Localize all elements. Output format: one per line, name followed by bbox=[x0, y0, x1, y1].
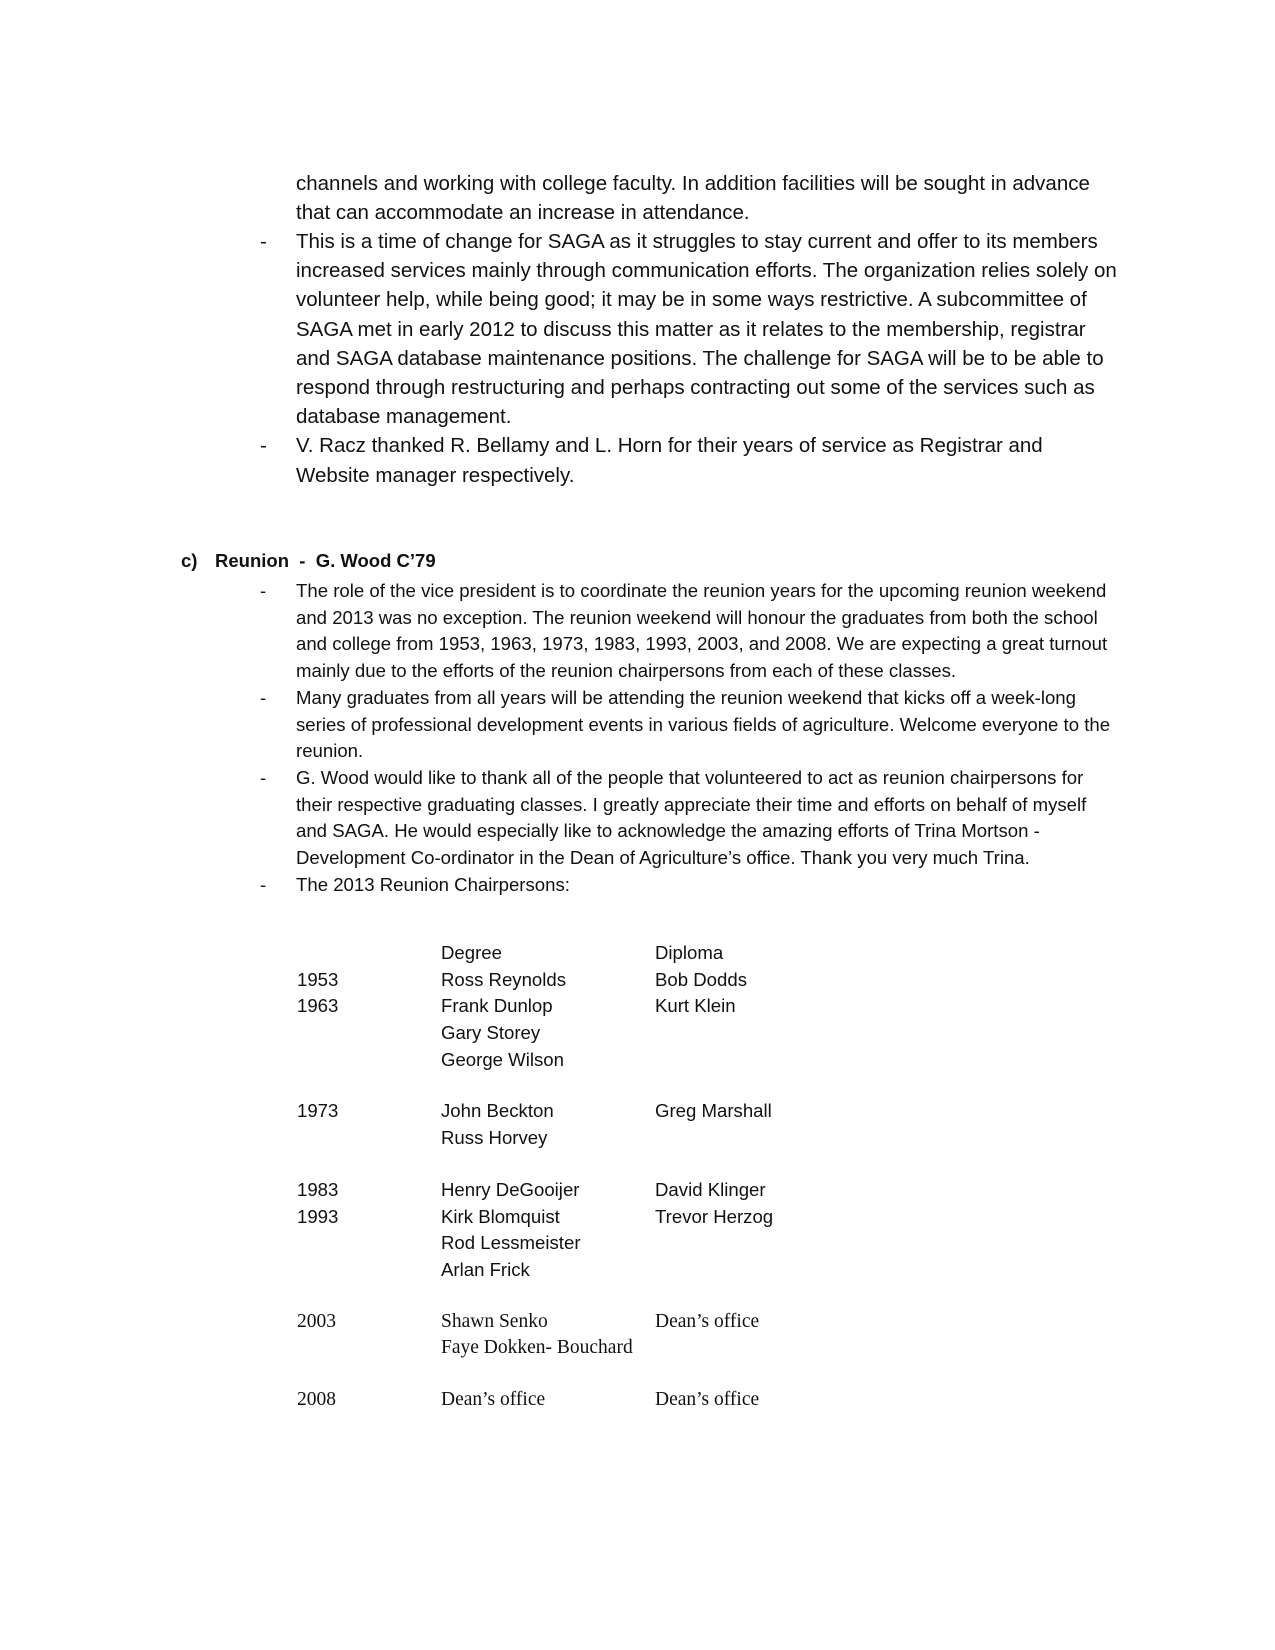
row-gap bbox=[297, 1073, 817, 1098]
degree-cell: Gary Storey bbox=[441, 1022, 541, 1044]
bullet-dash: - bbox=[260, 873, 267, 895]
list-item bbox=[260, 765, 1120, 872]
bullet-text: V. Racz thanked R. Bellamy and L. Horn for their years of service as Registrar and Website manager respectively. bbox=[296, 434, 1043, 487]
bullet-dash: - bbox=[260, 434, 267, 458]
year-cell: 1983 bbox=[297, 1178, 339, 1200]
degree-cell: Frank Dunlop bbox=[441, 995, 553, 1017]
year-cell: 2003 bbox=[297, 1310, 336, 1332]
table-header-row bbox=[297, 940, 817, 967]
table-row bbox=[297, 1257, 817, 1284]
bullet-dash: - bbox=[260, 580, 267, 601]
list-item bbox=[260, 431, 1120, 489]
list-item bbox=[260, 227, 1120, 431]
diploma-cell: Kurt Klein bbox=[655, 995, 736, 1017]
table-row bbox=[297, 1204, 817, 1231]
table-row bbox=[297, 1230, 817, 1257]
degree-cell: Henry DeGooijer bbox=[441, 1178, 580, 1200]
diploma-header: Diploma bbox=[655, 942, 724, 963]
degree-cell: George Wilson bbox=[441, 1048, 564, 1070]
reunion-section-body bbox=[260, 578, 1120, 898]
degree-cell: Dean’s office bbox=[441, 1388, 546, 1410]
table-row bbox=[297, 1177, 817, 1204]
list-item bbox=[260, 685, 1120, 765]
diploma-cell: Dean’s office bbox=[655, 1310, 760, 1332]
bullet-text: The 2013 Reunion Chairpersons: bbox=[296, 873, 570, 895]
year-cell: 1953 bbox=[297, 968, 339, 990]
diploma-cell: Trevor Herzog bbox=[655, 1205, 774, 1227]
diploma-cell: Dean’s office bbox=[655, 1388, 760, 1410]
row-gap bbox=[297, 1152, 817, 1177]
degree-header: Degree bbox=[441, 942, 502, 963]
diploma-cell: Greg Marshall bbox=[655, 1100, 772, 1122]
year-cell: 1973 bbox=[297, 1100, 339, 1122]
year-cell: 1993 bbox=[297, 1205, 339, 1227]
bullet-text: Many graduates from all years will be attending the reunion weekend that kicks off a week-long series of professional development events in various fields of agriculture. Welcome everyone to the reunion. bbox=[296, 686, 1111, 762]
degree-cell: Ross Reynolds bbox=[441, 968, 567, 990]
year-cell: 1963 bbox=[297, 995, 339, 1017]
degree-cell: Russ Horvey bbox=[441, 1127, 548, 1149]
bullet-dash: - bbox=[260, 229, 267, 253]
bullet-text: The role of the vice president is to coordinate the reunion years for the upcoming reunion weekend and 2013 was no exception. The reunion weekend will honour the graduates from both the school and college from 1953, 1963, 1973, 1983, 1993, 2003, and 2008. We are expecting a great turnout mainly due to the efforts of the reunion chairpersons from each of these classes. bbox=[296, 580, 1108, 682]
degree-cell: Kirk Blomquist bbox=[441, 1205, 560, 1227]
bullet-dash: - bbox=[260, 766, 267, 788]
table-row bbox=[297, 1387, 817, 1414]
row-gap bbox=[297, 1284, 817, 1309]
degree-cell: Faye Dokken- Bouchard bbox=[441, 1337, 633, 1359]
table-row bbox=[297, 993, 817, 1020]
bullet-text: This is a time of change for SAGA as it struggles to stay current and offer to its members increased services mainly through communication efforts. The organization relies solely on volunteer help, while being good; it may be in some ways restrictive. A subcommittee of SAGA met in early 2012 to discuss this matter as it relates to the membership, registrar and SAGA database maintenance positions. The challenge for SAGA will be to be able to respond through restructuring and perhaps contracting out some of the services such as database management. bbox=[296, 229, 1117, 429]
section-label: c) bbox=[181, 550, 198, 571]
table-row bbox=[297, 1125, 817, 1152]
table-row bbox=[297, 967, 817, 994]
degree-cell: Rod Lessmeister bbox=[441, 1232, 581, 1254]
diploma-cell: David Klinger bbox=[655, 1178, 766, 1200]
chairpersons-table bbox=[297, 940, 817, 1414]
bullet-text: G. Wood would like to thank all of the people that volunteered to act as reunion chairpersons for their respective graduating classes. I greatly appreciate their time and efforts on behalf of myself and SAGA. He would especially like to acknowledge the amazing efforts of Trina Mortson - Development Co-ordinator in the Dean of Agriculture’s office. Thank you very much Trina. bbox=[296, 766, 1087, 869]
degree-cell: John Beckton bbox=[441, 1100, 554, 1122]
diploma-cell: Bob Dodds bbox=[655, 968, 747, 990]
row-gap bbox=[297, 1362, 817, 1387]
table-row bbox=[297, 1335, 817, 1362]
list-item bbox=[260, 578, 1120, 685]
table-row bbox=[297, 1098, 817, 1125]
degree-cell: Shawn Senko bbox=[441, 1310, 548, 1332]
bullet-dash: - bbox=[260, 686, 267, 708]
continued-section bbox=[260, 148, 1120, 490]
section-title: Reunion - G. Wood C’79 bbox=[215, 550, 436, 571]
list-item bbox=[260, 872, 1120, 899]
table-row bbox=[297, 1309, 817, 1336]
section-heading bbox=[181, 550, 436, 572]
table-row bbox=[297, 1020, 817, 1047]
table-row bbox=[297, 1047, 817, 1074]
year-cell: 2008 bbox=[297, 1388, 336, 1410]
degree-cell: Arlan Frick bbox=[441, 1258, 530, 1280]
continuation-paragraph: channels and working with college faculty. In addition facilities will be sought in advance that can accommodate an increase in attendance. bbox=[296, 171, 1090, 224]
